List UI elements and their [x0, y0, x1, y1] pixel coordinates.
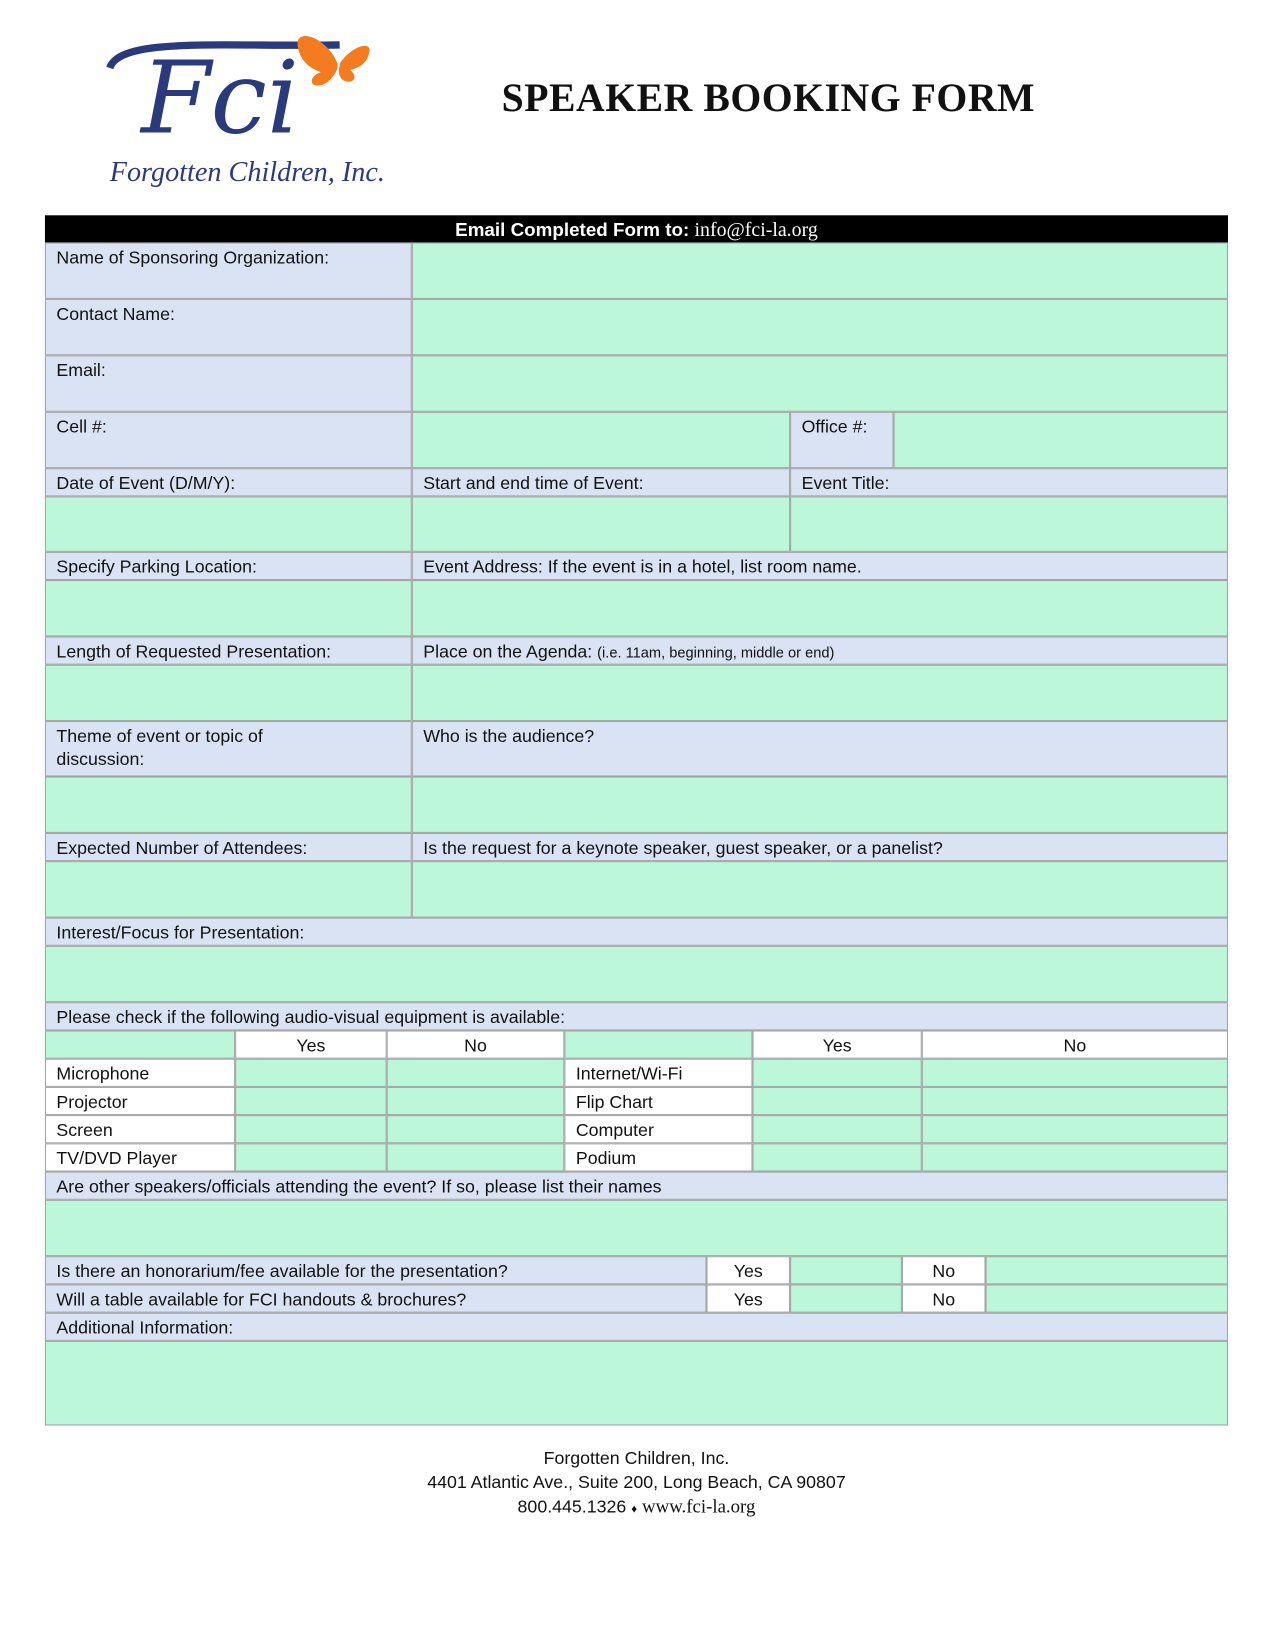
logo-org-name: Forgotten Children, Inc. [109, 156, 385, 188]
microphone-yes-checkbox[interactable] [235, 1059, 387, 1087]
av-no-header-right: No [922, 1030, 1228, 1058]
agenda-label-cell [412, 636, 1228, 664]
av-no-header-left: No [387, 1030, 565, 1058]
screen-no-checkbox[interactable] [387, 1115, 565, 1143]
event-title-label: Event Title: [790, 468, 1228, 496]
sponsor-org-input[interactable] [412, 242, 1228, 298]
parking-label: Specify Parking Location: [45, 552, 412, 580]
parking-input[interactable] [45, 580, 412, 636]
email-label: Email: [45, 355, 412, 411]
honorarium-yes-checkbox[interactable] [790, 1256, 902, 1284]
event-time-label: Start and end time of Event: [412, 468, 790, 496]
speaker-type-label: Is the request for a keynote speaker, guest speaker, or a panelist? [412, 833, 1228, 861]
flip-chart-no-checkbox[interactable] [922, 1087, 1228, 1115]
equipment-label: Screen [45, 1115, 235, 1143]
interest-input[interactable] [45, 946, 1228, 1002]
other-speakers-input[interactable] [45, 1200, 1228, 1256]
sponsor-org-label: Name of Sponsoring Organization: [45, 242, 412, 298]
audience-label: Who is the audience? [412, 721, 1228, 776]
diamond-separator-icon: ♦ [631, 1502, 638, 1516]
fci-logo [99, 26, 402, 193]
email-address-link[interactable]: info@fci-la.org [694, 219, 818, 242]
computer-yes-checkbox[interactable] [752, 1115, 921, 1143]
audience-input[interactable] [412, 777, 1228, 833]
equipment-label: Computer [564, 1115, 752, 1143]
event-date-label: Date of Event (D/M/Y): [45, 468, 412, 496]
email-instruction-label: Email Completed Form to: [455, 219, 690, 241]
footer-address: 4401 Atlantic Ave., Suite 200, Long Beach, CA 90807 [427, 1472, 846, 1493]
footer [0, 1446, 1273, 1521]
tv-dvd-yes-checkbox[interactable] [235, 1143, 387, 1171]
handout-table-label: Will a table available for FCI handouts & brochures? [45, 1284, 707, 1312]
logo-monogram: Fci [141, 39, 299, 157]
attendees-input[interactable] [45, 861, 412, 917]
agenda-hint: (i.e. 11am, beginning, middle or end) [597, 643, 835, 661]
footer-website-link[interactable]: www.fci-la.org [642, 1495, 756, 1517]
tv-dvd-no-checkbox[interactable] [387, 1143, 565, 1171]
speaker-type-input[interactable] [412, 861, 1228, 917]
podium-no-checkbox[interactable] [922, 1143, 1228, 1171]
internet-no-checkbox[interactable] [922, 1059, 1228, 1087]
handout-table-yes-checkbox[interactable] [790, 1284, 902, 1312]
av-prompt-label: Please check if the following audio-visual equipment is available: [45, 1002, 1228, 1030]
equipment-label: Microphone [45, 1059, 235, 1087]
contact-name-label: Contact Name: [45, 299, 412, 355]
additional-info-input[interactable] [45, 1341, 1228, 1426]
microphone-no-checkbox[interactable] [387, 1059, 565, 1087]
other-speakers-label: Are other speakers/officials attending the event? If so, please list their names [45, 1172, 1228, 1200]
honorarium-no-label: No [902, 1256, 986, 1284]
interest-label: Interest/Focus for Presentation: [45, 918, 1228, 946]
office-input[interactable] [894, 412, 1228, 468]
event-date-input[interactable] [45, 496, 412, 551]
event-address-input[interactable] [412, 580, 1228, 636]
projector-yes-checkbox[interactable] [235, 1087, 387, 1115]
honorarium-no-checkbox[interactable] [986, 1256, 1228, 1284]
internet-yes-checkbox[interactable] [752, 1059, 921, 1087]
honorarium-yes-label: Yes [706, 1256, 790, 1284]
projector-no-checkbox[interactable] [387, 1087, 565, 1115]
theme-input[interactable] [45, 777, 412, 833]
av-yes-header-right: Yes [752, 1030, 921, 1058]
equipment-label: Internet/Wi-Fi [564, 1059, 752, 1087]
email-input[interactable] [412, 355, 1228, 411]
theme-label: Theme of event or topic of discussion: [45, 721, 412, 776]
contact-name-input[interactable] [412, 299, 1228, 355]
av-header-blank-right [564, 1030, 752, 1058]
equipment-label: Projector [45, 1087, 235, 1115]
page-title: SPEAKER BOOKING FORM [501, 76, 1036, 121]
handout-table-yes-label: Yes [706, 1284, 790, 1312]
av-header-blank-left [45, 1030, 235, 1058]
podium-yes-checkbox[interactable] [752, 1143, 921, 1171]
handout-table-no-checkbox[interactable] [986, 1284, 1228, 1312]
av-yes-header-left: Yes [235, 1030, 387, 1058]
honorarium-label: Is there an honorarium/fee available for the presentation? [45, 1256, 707, 1284]
office-label: Office #: [790, 412, 893, 468]
cell-label: Cell #: [45, 412, 412, 468]
email-instruction-bar [45, 215, 1228, 242]
additional-info-label: Additional Information: [45, 1313, 1228, 1341]
footer-org: Forgotten Children, Inc. [543, 1448, 730, 1469]
agenda-label: Place on the Agenda: [423, 641, 593, 662]
footer-phone: 800.445.1326 [517, 1496, 627, 1517]
event-address-label: Event Address: If the event is in a hotel, list room name. [412, 552, 1228, 580]
screen-yes-checkbox[interactable] [235, 1115, 387, 1143]
equipment-label: Podium [564, 1143, 752, 1171]
handout-table-no-label: No [902, 1284, 986, 1312]
equipment-label: Flip Chart [564, 1087, 752, 1115]
computer-no-checkbox[interactable] [922, 1115, 1228, 1143]
equipment-label: TV/DVD Player [45, 1143, 235, 1171]
attendees-label: Expected Number of Attendees: [45, 833, 412, 861]
flip-chart-yes-checkbox[interactable] [752, 1087, 921, 1115]
cell-input[interactable] [412, 412, 790, 468]
agenda-input[interactable] [412, 665, 1228, 721]
length-input[interactable] [45, 665, 412, 721]
event-time-input[interactable] [412, 496, 790, 551]
event-title-input[interactable] [790, 496, 1228, 551]
length-label: Length of Requested Presentation: [45, 636, 412, 664]
footer-contact [0, 1494, 1273, 1521]
